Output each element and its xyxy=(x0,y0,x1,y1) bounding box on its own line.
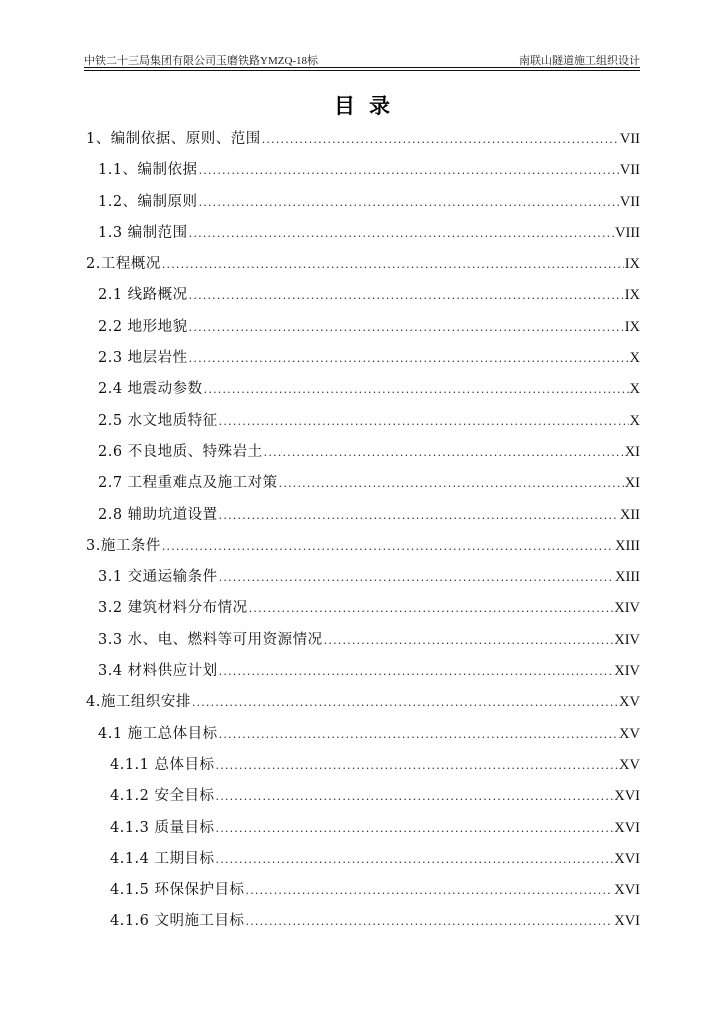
toc-entry-page: XI xyxy=(624,475,640,492)
toc-entry-label: 3.4 材料供应计划 xyxy=(98,663,218,680)
toc-entry[interactable] xyxy=(86,813,640,844)
toc-entry-page: XIII xyxy=(615,537,640,554)
toc-leader-dots xyxy=(246,906,614,937)
page-header xyxy=(84,52,640,68)
toc-entry[interactable] xyxy=(86,719,640,750)
toc-entry[interactable] xyxy=(86,249,640,280)
toc-leader-dots xyxy=(192,687,618,718)
toc-leader-dots xyxy=(219,406,629,437)
toc-entry-label: 4.1.5 环保保护目标 xyxy=(110,882,245,899)
header-rule-thin xyxy=(84,70,640,71)
toc-leader-dots xyxy=(162,531,614,562)
toc-entry-page: XI xyxy=(624,443,640,460)
toc-entry-page: X xyxy=(629,381,640,398)
toc-entry-page: VII xyxy=(619,162,640,179)
toc-entry-label: 2.7 工程重难点及施工对策 xyxy=(98,475,278,492)
toc-leader-dots xyxy=(246,875,614,906)
toc-entry-page: XVI xyxy=(614,788,640,805)
toc-leader-dots xyxy=(199,187,619,218)
toc-entry-label: 1.2、编制原则 xyxy=(98,193,198,210)
toc-entry[interactable] xyxy=(86,280,640,311)
toc-entry-page: IX xyxy=(624,287,640,304)
toc-entry[interactable] xyxy=(86,531,640,562)
toc-entry-page: XV xyxy=(619,756,640,773)
toc-entry-label: 2.1 线路概况 xyxy=(98,287,188,304)
toc-leader-dots xyxy=(189,312,624,343)
toc-entry[interactable] xyxy=(86,625,640,656)
toc-entry-label: 2.2 地形地貌 xyxy=(98,318,188,335)
toc-entry-label: 4.施工组织安排 xyxy=(86,694,191,711)
toc-entry-page: XIII xyxy=(615,569,640,586)
toc-entry-page: XIV xyxy=(614,631,640,648)
toc-entry-label: 4.1.1 总体目标 xyxy=(110,756,215,773)
toc-entry[interactable] xyxy=(86,343,640,374)
toc-entry-label: 3.3 水、电、燃料等可用资源情况 xyxy=(98,631,323,648)
header-left-text: 中铁二十三局集团有限公司玉磨铁路YMZQ-18标 xyxy=(84,55,319,67)
toc-entry-label: 4.1.6 文明施工目标 xyxy=(110,913,245,930)
toc-entry[interactable] xyxy=(86,155,640,186)
toc-entry[interactable] xyxy=(86,124,640,155)
toc-entry-page: XVI xyxy=(614,819,640,836)
toc-entry-label: 4.1.4 工期目标 xyxy=(110,850,215,867)
toc-entry-label: 2.3 地层岩性 xyxy=(98,350,188,367)
toc-entry-page: XIV xyxy=(614,663,640,680)
toc-entry-label: 2.4 地震动参数 xyxy=(98,381,203,398)
toc-leader-dots xyxy=(204,374,629,405)
table-of-contents xyxy=(86,124,640,938)
toc-entry[interactable] xyxy=(86,437,640,468)
toc-leader-dots xyxy=(279,468,624,499)
toc-entry[interactable] xyxy=(86,312,640,343)
toc-leader-dots xyxy=(264,437,624,468)
toc-entry-page: VII xyxy=(619,193,640,210)
toc-leader-dots xyxy=(189,218,614,249)
toc-entry-label: 2.工程概况 xyxy=(86,256,161,273)
header-right-text: 南联山隧道施工组织设计 xyxy=(519,55,640,67)
toc-entry-label: 2.8 辅助坑道设置 xyxy=(98,506,218,523)
toc-entry-page: VII xyxy=(619,131,640,147)
toc-leader-dots xyxy=(219,719,618,750)
toc-entry[interactable] xyxy=(86,468,640,499)
toc-entry-label: 1.1、编制依据 xyxy=(98,162,198,179)
toc-entry-label: 1.3 编制范围 xyxy=(98,224,188,241)
toc-leader-dots xyxy=(249,593,614,624)
toc-entry-label: 4.1 施工总体目标 xyxy=(98,725,218,742)
toc-entry-page: XVI xyxy=(614,913,640,930)
toc-entry[interactable] xyxy=(86,500,640,531)
toc-leader-dots xyxy=(219,656,614,687)
toc-entry-label: 3.施工条件 xyxy=(86,537,161,554)
toc-leader-dots xyxy=(219,562,614,593)
toc-entry[interactable] xyxy=(86,781,640,812)
toc-leader-dots xyxy=(262,124,619,155)
toc-leader-dots xyxy=(216,750,619,781)
toc-leader-dots xyxy=(216,813,614,844)
toc-entry[interactable] xyxy=(86,875,640,906)
toc-entry-page: VIII xyxy=(615,224,640,241)
toc-entry[interactable] xyxy=(86,687,640,718)
toc-entry[interactable] xyxy=(86,750,640,781)
toc-entry-page: X xyxy=(629,350,640,367)
toc-entry-label: 3.1 交通运输条件 xyxy=(98,569,218,586)
toc-entry[interactable] xyxy=(86,844,640,875)
toc-entry-page: XV xyxy=(619,725,640,742)
toc-entry-label: 2.6 不良地质、特殊岩土 xyxy=(98,443,263,460)
toc-entry-page: XIV xyxy=(614,600,640,617)
toc-entry[interactable] xyxy=(86,593,640,624)
toc-leader-dots xyxy=(189,280,624,311)
header-rule xyxy=(84,67,640,68)
toc-entry[interactable] xyxy=(86,656,640,687)
toc-leader-dots xyxy=(216,781,614,812)
toc-entry[interactable] xyxy=(86,406,640,437)
toc-leader-dots xyxy=(189,343,629,374)
toc-entry[interactable] xyxy=(86,562,640,593)
toc-entry[interactable] xyxy=(86,218,640,249)
toc-entry-label: 4.1.3 质量目标 xyxy=(110,819,215,836)
toc-entry-label: 3.2 建筑材料分布情况 xyxy=(98,600,248,617)
toc-entry-label: 2.5 水文地质特征 xyxy=(98,412,218,429)
toc-entry-page: XII xyxy=(619,506,640,523)
toc-entry-page: X xyxy=(629,412,640,429)
toc-leader-dots xyxy=(324,625,614,656)
toc-entry[interactable] xyxy=(86,374,640,405)
toc-leader-dots xyxy=(162,249,624,280)
toc-entry-page: XVI xyxy=(614,882,640,899)
toc-entry-page: XVI xyxy=(614,850,640,867)
toc-entry[interactable] xyxy=(86,187,640,218)
page-title: 目录 xyxy=(334,94,404,118)
toc-entry[interactable] xyxy=(86,906,640,937)
toc-entry-label: 1、编制依据、原则、范围 xyxy=(86,131,261,147)
toc-entry-label: 4.1.2 安全目标 xyxy=(110,788,215,805)
toc-leader-dots xyxy=(219,500,619,531)
toc-entry-page: IX xyxy=(624,318,640,335)
toc-leader-dots xyxy=(216,844,614,875)
toc-leader-dots xyxy=(199,155,619,186)
toc-entry-page: XV xyxy=(619,694,640,711)
toc-entry-page: IX xyxy=(624,256,640,273)
